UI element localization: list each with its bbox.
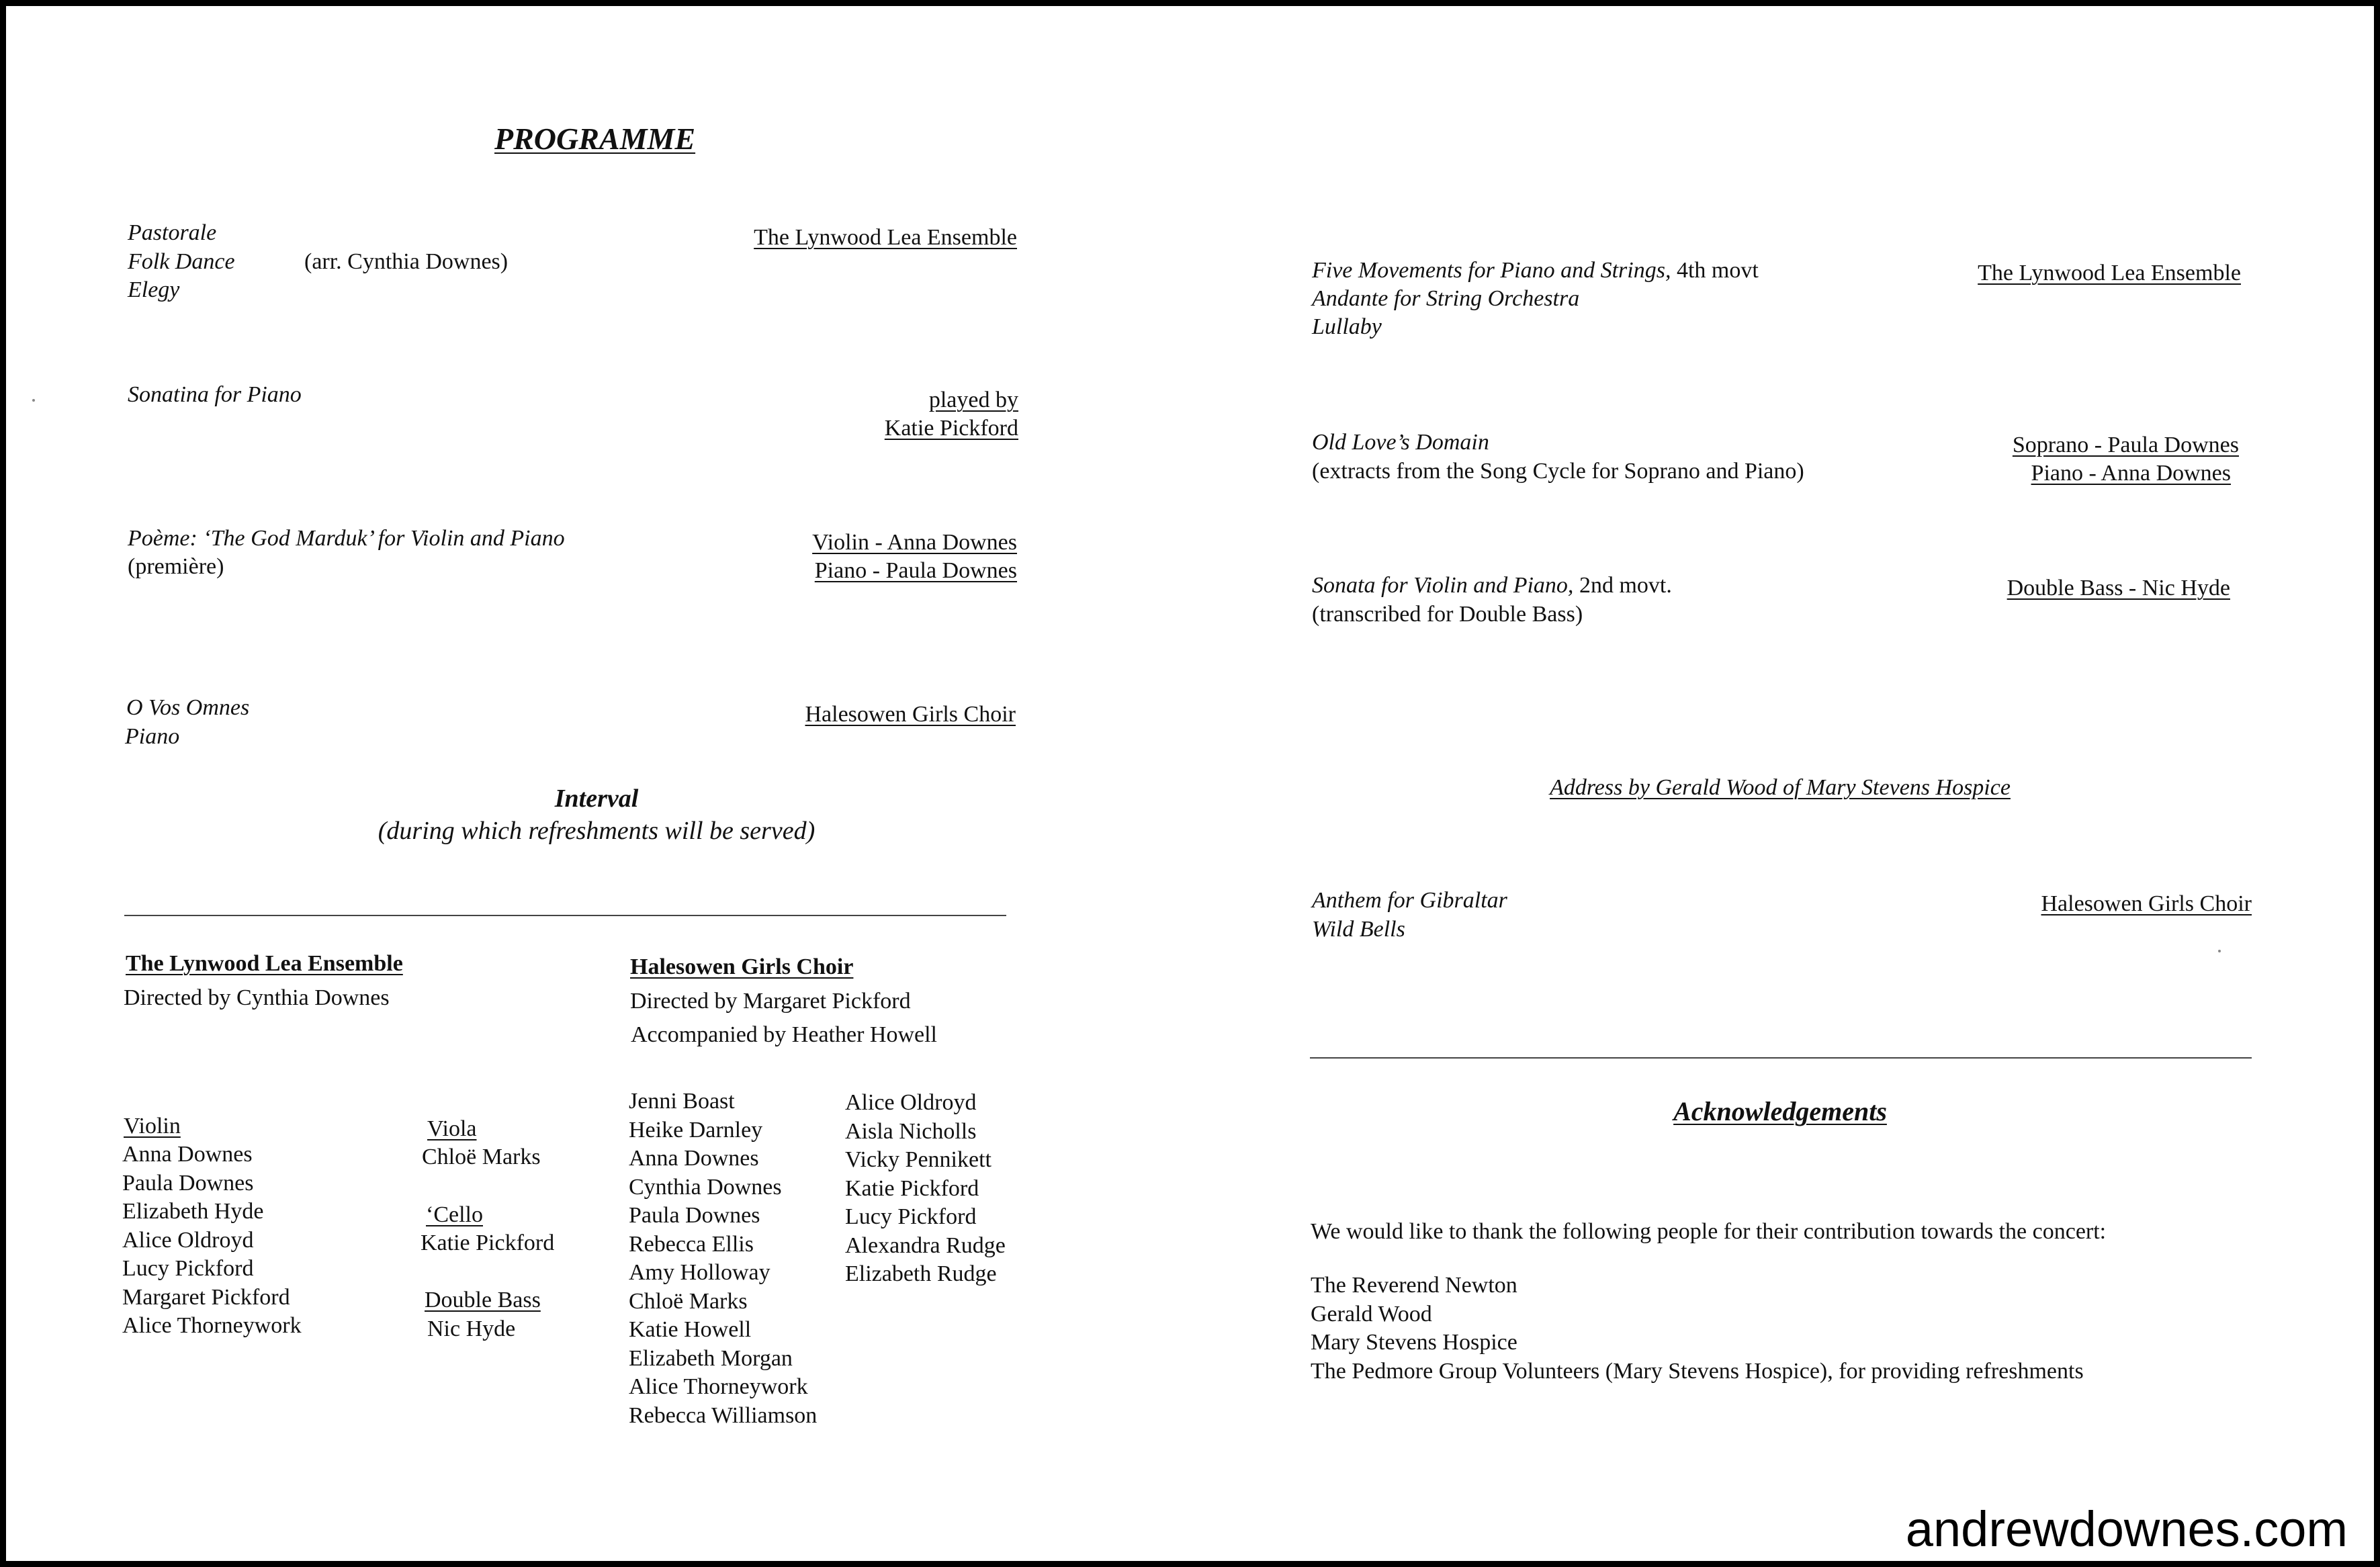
item3-violin: Violin - Anna Downes bbox=[812, 530, 1017, 555]
ensemble-name: The Lynwood Lea Ensemble bbox=[126, 951, 403, 976]
violin-heading: Violin bbox=[124, 1114, 181, 1138]
choir-member: Elizabeth Rudge bbox=[845, 1261, 997, 1286]
r-item1-work1 bbox=[1312, 257, 1759, 285]
choir-member: Katie Pickford bbox=[845, 1175, 979, 1201]
r-item3-subtitle: (transcribed for Double Bass) bbox=[1312, 602, 1583, 627]
cellist: Katie Pickford bbox=[421, 1230, 555, 1255]
choir-member: Rebecca Ellis bbox=[629, 1231, 754, 1257]
violinist: Lucy Pickford bbox=[122, 1256, 254, 1281]
choir-member: Lucy Pickford bbox=[845, 1204, 977, 1229]
scan-speck bbox=[2218, 950, 2221, 952]
choir-member: Anna Downes bbox=[629, 1146, 759, 1171]
work-piano: Piano bbox=[125, 724, 180, 749]
r-item3-performer: Double Bass - Nic Hyde bbox=[2007, 576, 2230, 600]
ensemble-director: Directed by Cynthia Downes bbox=[124, 985, 390, 1010]
choir-accompanist: Accompanied by Heather Howell bbox=[631, 1022, 937, 1047]
r-item1-work2: Andante for String Orchestra bbox=[1312, 286, 1580, 311]
work-elegy: Elegy bbox=[128, 277, 180, 302]
choir-member: Cynthia Downes bbox=[629, 1174, 782, 1200]
r-item1-work1-title: Five Movements for Piano and Strings, bbox=[1312, 258, 1671, 283]
choir-member: Jenni Boast bbox=[629, 1089, 735, 1114]
item3-piano: Piano - Paula Downes bbox=[814, 558, 1017, 583]
choir-member: Alice Thorneywork bbox=[629, 1374, 808, 1399]
double-bassist: Nic Hyde bbox=[427, 1316, 516, 1341]
r-item1-work3: Lullaby bbox=[1312, 314, 1382, 339]
choir-member: Amy Holloway bbox=[629, 1260, 770, 1285]
violinist: Margaret Pickford bbox=[122, 1284, 290, 1310]
violinist: Anna Downes bbox=[122, 1142, 253, 1167]
choir-member: Paula Downes bbox=[629, 1203, 760, 1228]
scan-speck bbox=[32, 399, 35, 402]
item1-arrangement-note: (arr. Cynthia Downes) bbox=[304, 249, 509, 274]
choir-members-col2 bbox=[845, 1089, 1006, 1289]
interval-title: Interval bbox=[554, 785, 639, 813]
r-item2-soprano: Soprano - Paula Downes bbox=[2012, 433, 2239, 457]
acknowledgements-list bbox=[1311, 1271, 2084, 1386]
r-item4-work1: Anthem for Gibraltar bbox=[1312, 888, 1507, 913]
thanks-entry: Gerald Wood bbox=[1311, 1301, 1432, 1327]
violist: Chloë Marks bbox=[422, 1145, 541, 1169]
acknowledgements-intro: We would like to thank the following people for their contribution towards the concert: bbox=[1311, 1219, 2107, 1244]
choir-members-col1 bbox=[629, 1087, 817, 1430]
site-watermark: andrewdownes.com bbox=[1905, 1501, 2348, 1557]
choir-member: Elizabeth Morgan bbox=[629, 1345, 793, 1371]
r-item1-performer: The Lynwood Lea Ensemble bbox=[1978, 261, 2241, 285]
violinist: Elizabeth Hyde bbox=[122, 1199, 264, 1224]
choir-name: Halesowen Girls Choir bbox=[630, 954, 854, 979]
item1-performer: The Lynwood Lea Ensemble bbox=[754, 225, 1017, 250]
r-item2-subtitle: (extracts from the Song Cycle for Soprano and Piano) bbox=[1312, 459, 1804, 484]
r-item3-work bbox=[1312, 572, 1672, 600]
r-item3-work-title: Sonata for Violin and Piano, bbox=[1312, 573, 1574, 598]
r-item2-work: Old Love’s Domain bbox=[1312, 430, 1489, 455]
choir-member: Alice Oldroyd bbox=[845, 1090, 977, 1115]
item1-works bbox=[128, 219, 235, 305]
violinist: Paula Downes bbox=[122, 1170, 254, 1196]
programme-title: PROGRAMME bbox=[494, 122, 696, 156]
thanks-entry: Mary Stevens Hospice bbox=[1311, 1330, 1517, 1355]
right-divider bbox=[1310, 1057, 2252, 1059]
viola-heading: Viola bbox=[427, 1116, 477, 1141]
violinist: Alice Thorneywork bbox=[122, 1313, 302, 1338]
cello-heading: ‘Cello bbox=[426, 1202, 483, 1227]
choir-member: Heike Darnley bbox=[629, 1117, 763, 1143]
choir-member: Vicky Pennikett bbox=[845, 1147, 991, 1172]
work-o-vos-omnes: O Vos Omnes bbox=[126, 695, 250, 720]
r-item4-work2: Wild Bells bbox=[1312, 917, 1405, 942]
work-folk-dance: Folk Dance bbox=[128, 249, 235, 274]
work-poeme: Poème: ‘The God Marduk’ for Violin and Piano bbox=[128, 526, 565, 551]
violinist: Alice Oldroyd bbox=[122, 1227, 254, 1253]
interval-subtitle: (during which refreshments will be served) bbox=[378, 817, 816, 845]
r-item1-work1-movement: 4th movt bbox=[1671, 258, 1759, 283]
address: Address by Gerald Wood of Mary Stevens Hospice bbox=[1550, 775, 2011, 800]
item2-performer: Katie Pickford bbox=[884, 416, 1018, 441]
thanks-entry: The Pedmore Group Volunteers (Mary Stevens Hospice), for providing refreshments bbox=[1311, 1358, 2084, 1384]
thanks-entry: The Reverend Newton bbox=[1311, 1273, 1517, 1298]
choir-director: Directed by Margaret Pickford bbox=[630, 989, 911, 1014]
item4-performer: Halesowen Girls Choir bbox=[805, 702, 1016, 727]
choir-member: Chloë Marks bbox=[629, 1288, 748, 1314]
double-bass-heading: Double Bass bbox=[425, 1288, 541, 1312]
r-item2-piano: Piano - Anna Downes bbox=[2031, 461, 2231, 486]
work-sonatina: Sonatina for Piano bbox=[128, 382, 302, 407]
r-item3-work-movement: 2nd movt. bbox=[1573, 573, 1672, 598]
work-pastorale: Pastorale bbox=[128, 220, 217, 245]
r-item4-performer: Halesowen Girls Choir bbox=[2041, 891, 2252, 916]
acknowledgements-title: Acknowledgements bbox=[1673, 1096, 1887, 1126]
item3-premiere: (première) bbox=[128, 554, 224, 579]
item2-played-by: played by bbox=[928, 388, 1018, 412]
left-divider bbox=[124, 915, 1006, 916]
choir-member: Alexandra Rudge bbox=[845, 1233, 1006, 1258]
choir-member: Rebecca Williamson bbox=[629, 1402, 818, 1428]
choir-member: Aisla Nicholls bbox=[845, 1118, 977, 1144]
choir-member: Katie Howell bbox=[629, 1317, 752, 1342]
violin-list bbox=[122, 1140, 302, 1341]
